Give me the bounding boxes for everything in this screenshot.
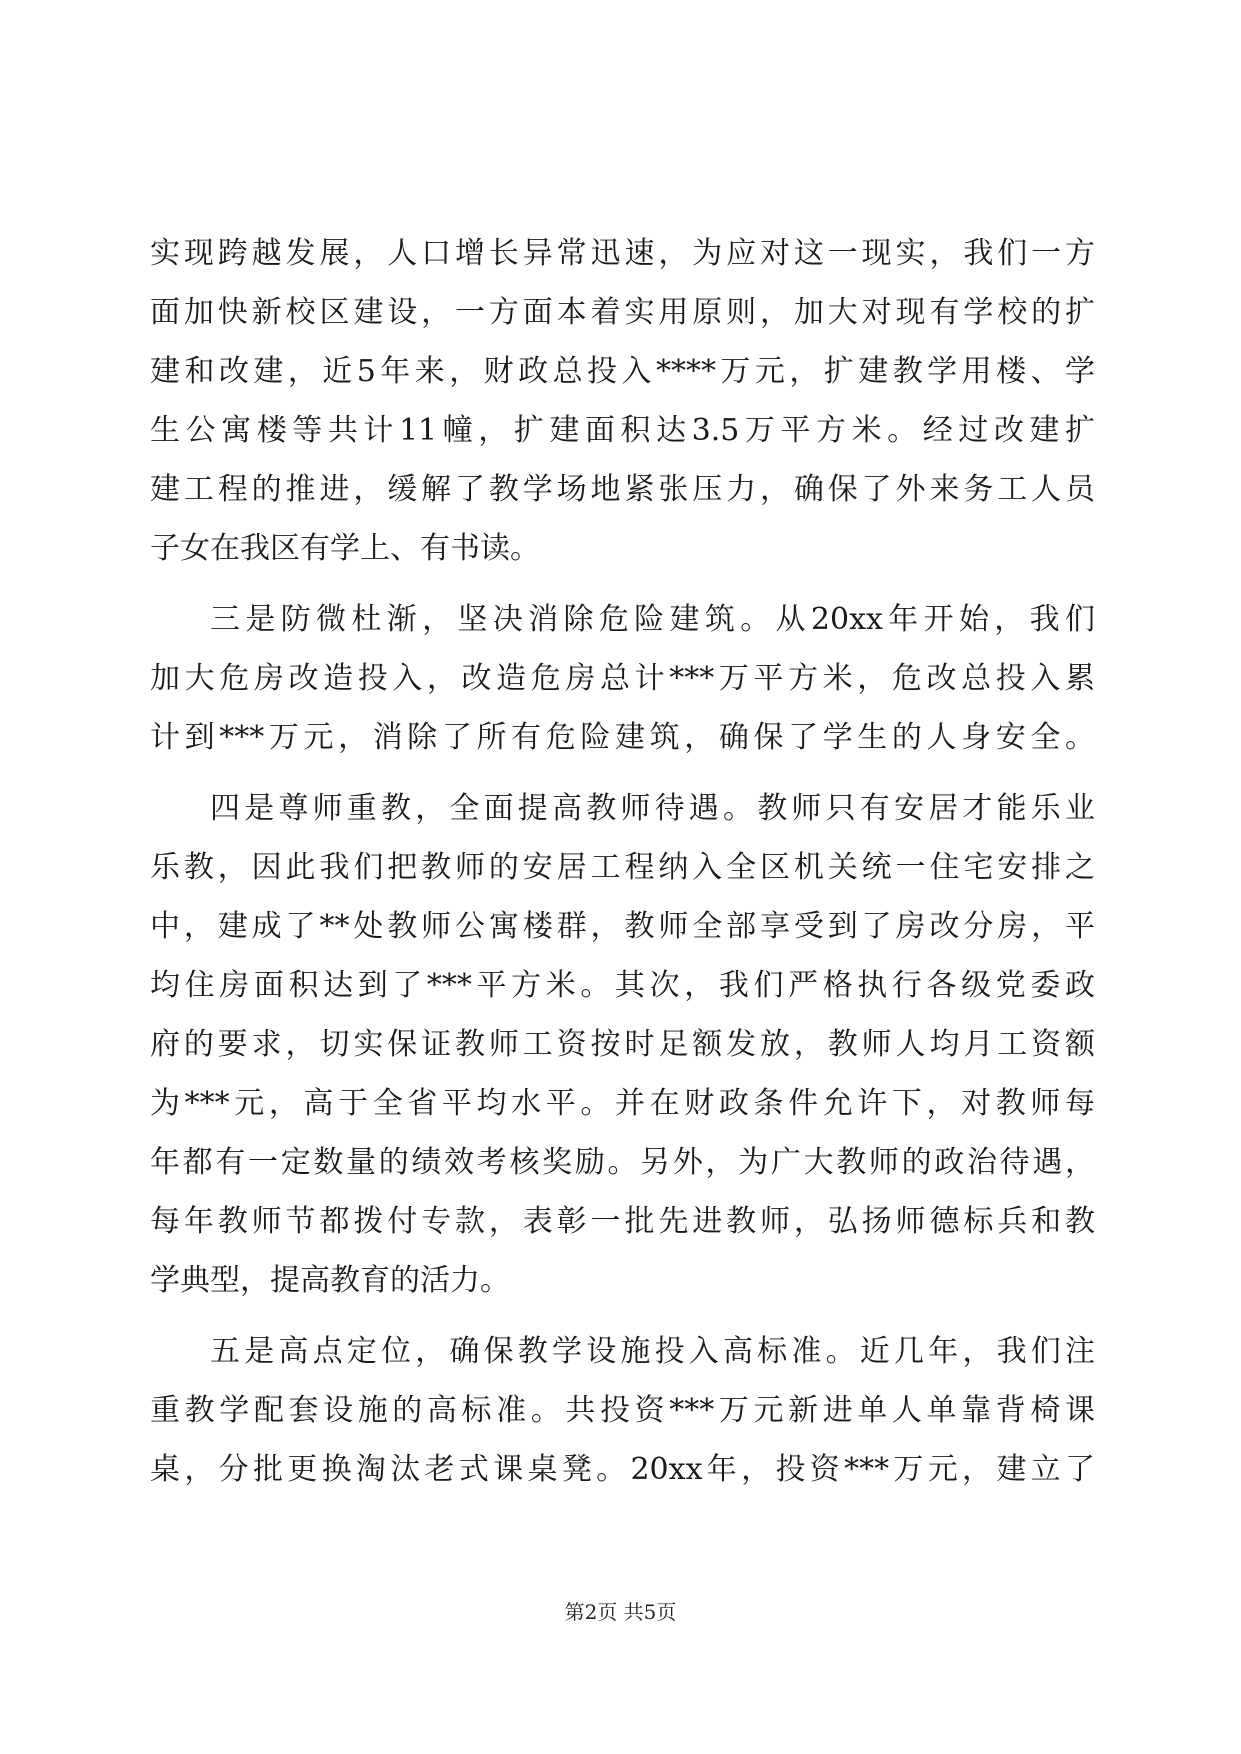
text-line: 实现跨越发展，人口增长异常迅速，为应对这一现实，我们一方 xyxy=(150,236,1095,271)
text-line: 建和改建，近5年来，财政总投入****万元，扩建教学用楼、学 xyxy=(150,354,1095,389)
text-line: 为***元，高于全省平均水平。并在财政条件允许下，对教师每 xyxy=(150,1086,1095,1121)
text-line: 重教学配套设施的高标准。共投资***万元新进单人单靠背椅课 xyxy=(150,1393,1095,1428)
text-line: 面加快新校区建设，一方面本着实用原则，加大对现有学校的扩 xyxy=(150,295,1095,330)
text-line: 学典型，提高教育的活力。 xyxy=(150,1263,510,1298)
text-line: 年都有一定数量的绩效考核奖励。另外，为广大教师的政治待遇， xyxy=(150,1145,1095,1180)
text-line: 子女在我区有学上、有书读。 xyxy=(150,531,540,566)
text-line: 四是尊师重教，全面提高教师待遇。教师只有安居才能乐业 xyxy=(210,791,1095,826)
text-line: 三是防微杜渐，坚决消除危险建筑。从20xx年开始，我们 xyxy=(210,602,1095,637)
paragraph-1 xyxy=(150,224,1095,578)
page-footer: 第2页 共5页 xyxy=(564,1600,677,1624)
paragraph-2 xyxy=(150,590,1095,767)
text-line: 均住房面积达到了***平方米。其次，我们严格执行各级党委政 xyxy=(150,968,1095,1003)
document-body xyxy=(150,224,1095,1499)
text-line: 府的要求，切实保证教师工资按时足额发放，教师人均月工资额 xyxy=(150,1027,1095,1062)
text-line: 桌，分批更换淘汰老式课桌凳。20xx年，投资***万元，建立了 xyxy=(150,1452,1095,1487)
text-line: 生公寓楼等共计11幢，扩建面积达3.5万平方米。经过改建扩 xyxy=(150,413,1095,448)
text-line: 乐教，因此我们把教师的安居工程纳入全区机关统一住宅安排之 xyxy=(150,850,1095,885)
text-line: 每年教师节都拨付专款，表彰一批先进教师，弘扬师德标兵和教 xyxy=(150,1204,1095,1239)
paragraph-3 xyxy=(150,779,1095,1310)
text-line: 中，建成了**处教师公寓楼群，教师全部享受到了房改分房，平 xyxy=(150,909,1095,944)
paragraph-4 xyxy=(150,1322,1095,1499)
text-line: 五是高点定位，确保教学设施投入高标准。近几年，我们注 xyxy=(210,1334,1095,1369)
text-line: 建工程的推进，缓解了教学场地紧张压力，确保了外来务工人员 xyxy=(150,472,1095,507)
text-line: 计到***万元，消除了所有危险建筑，确保了学生的人身安全。 xyxy=(150,720,1095,755)
text-line: 加大危房改造投入，改造危房总计***万平方米，危改总投入累 xyxy=(150,661,1095,696)
